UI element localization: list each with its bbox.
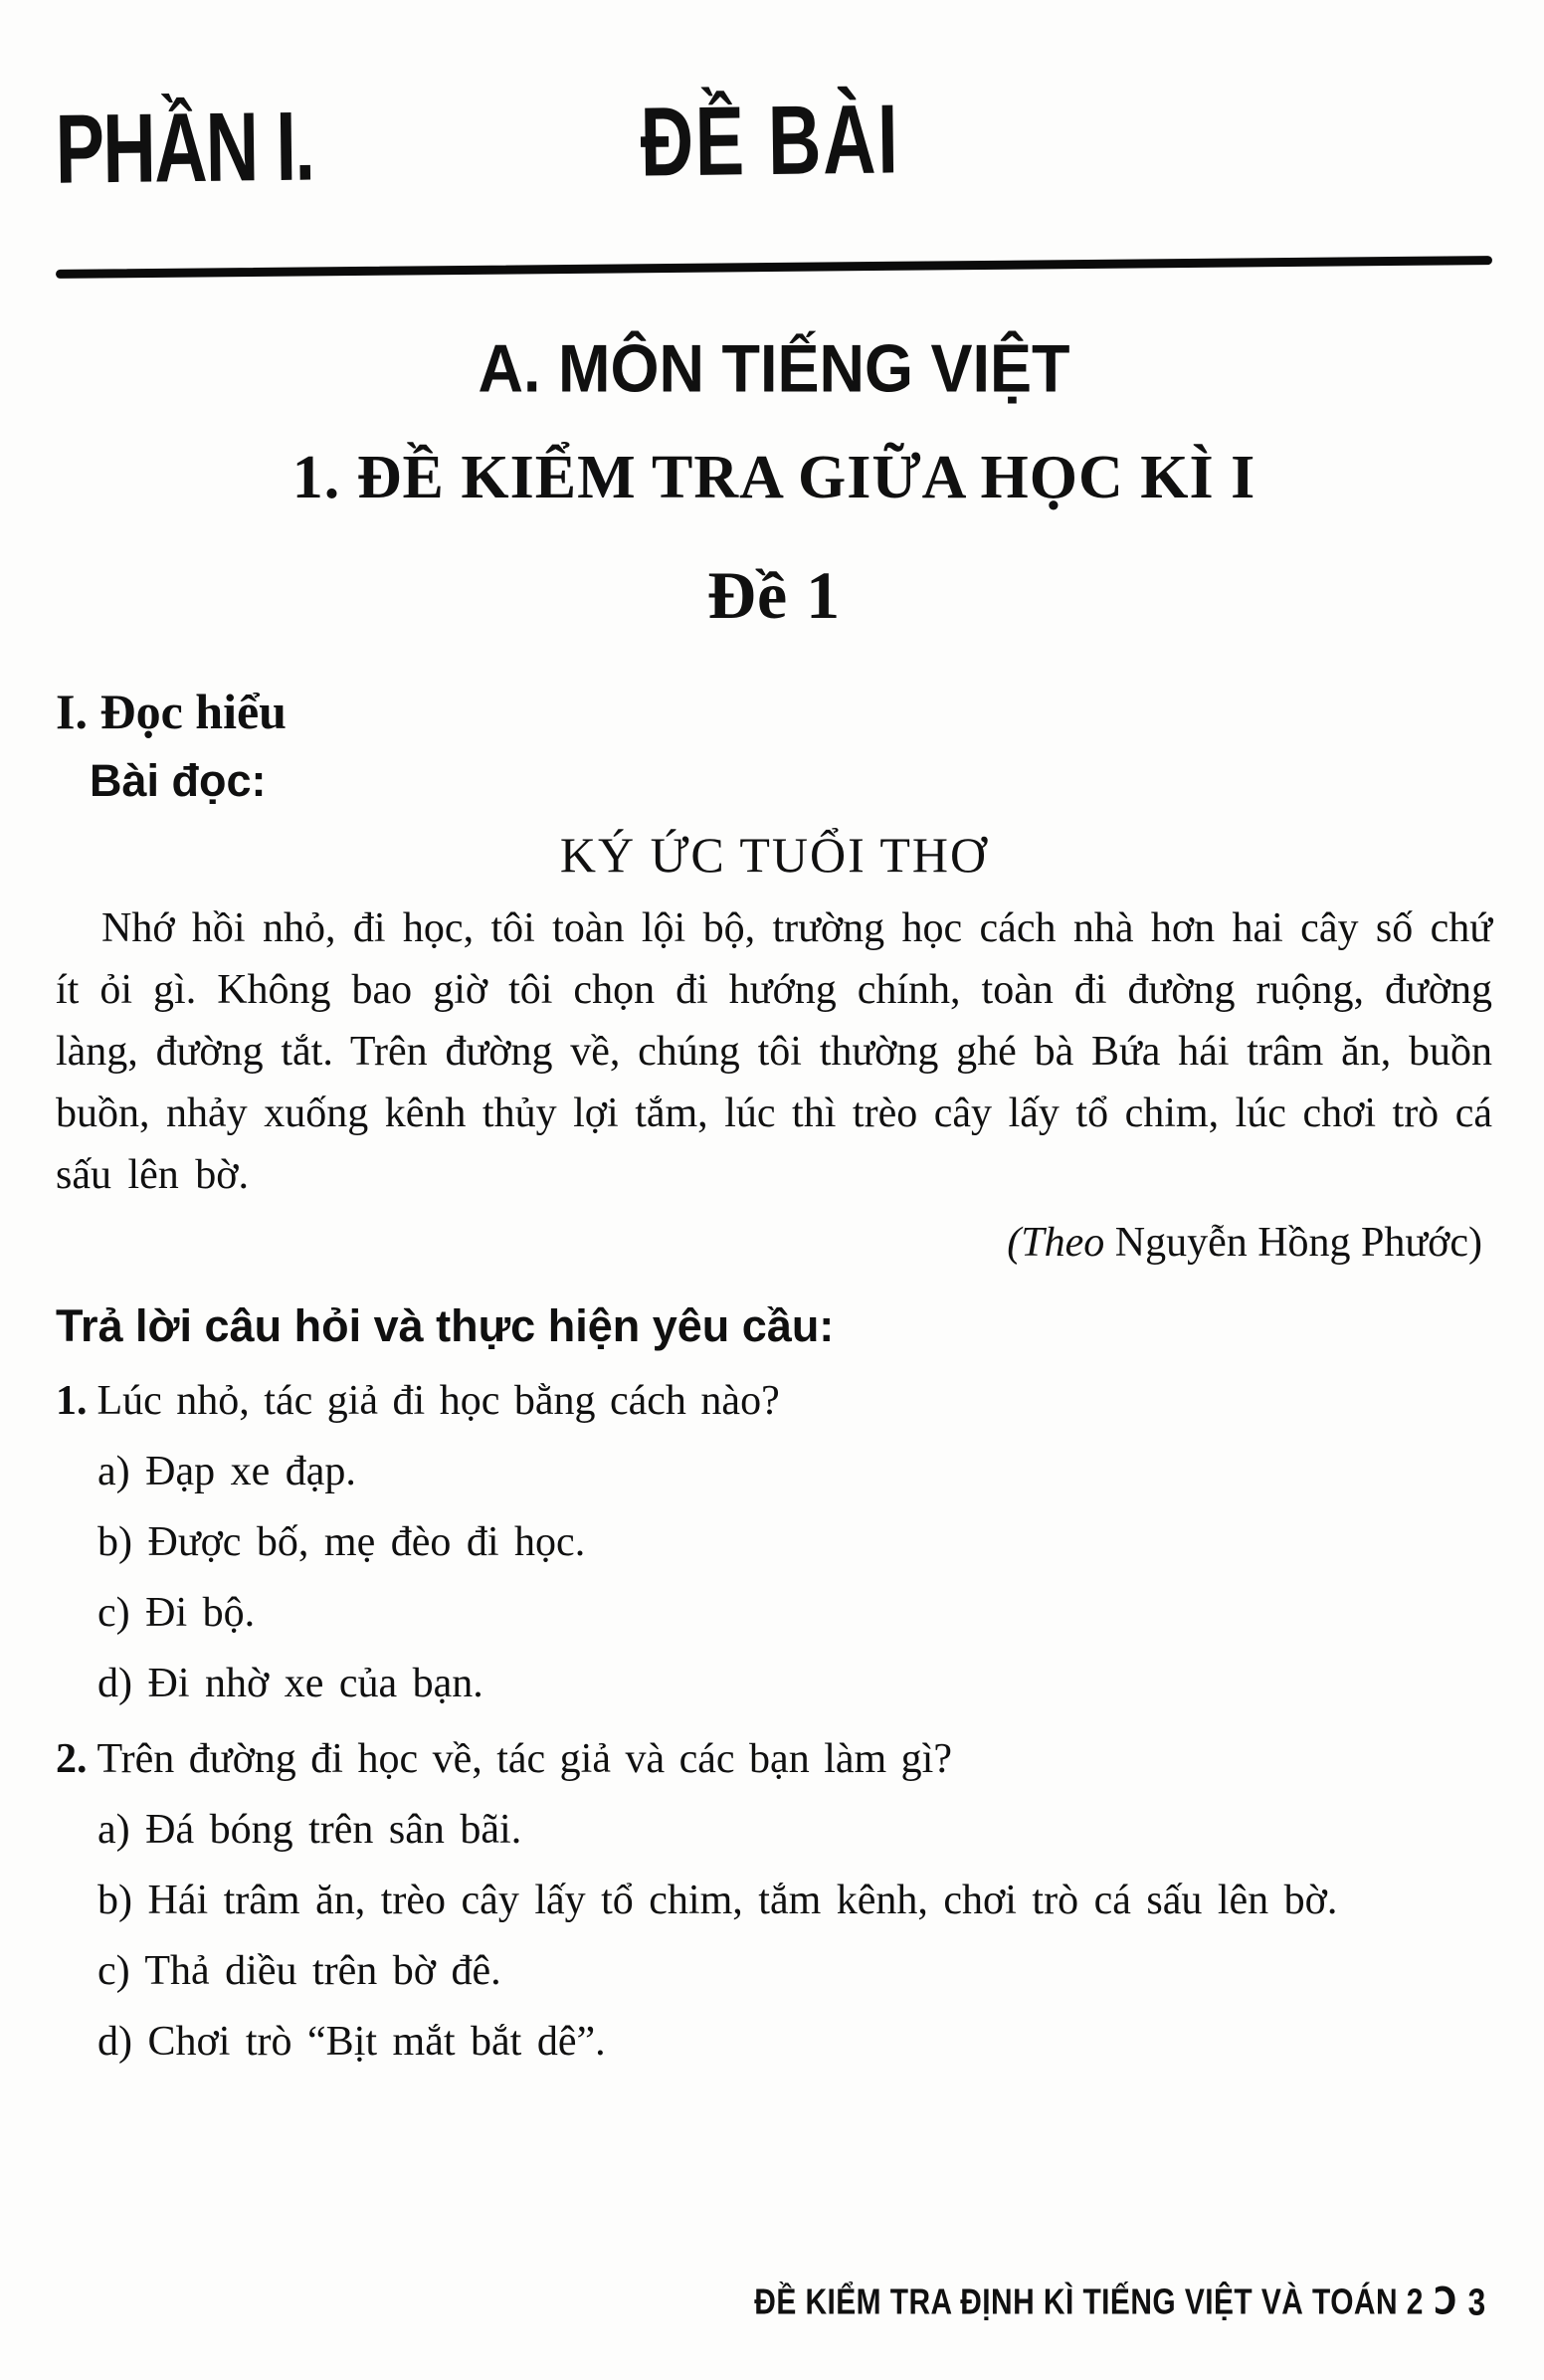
question-1-option-b: b) Được bố, mẹ đèo đi học. — [97, 1518, 586, 1565]
question-1-option-d: d) Đi nhờ xe của bạn. — [97, 1660, 483, 1706]
story-attribution — [56, 1212, 1492, 1274]
question-2-text: Trên đường đi học về, tác giả và các bạn làm gì? — [96, 1735, 952, 1782]
question-1-option-a: a) Đạp xe đạp. — [97, 1448, 356, 1494]
de-number-heading: Đề 1 — [706, 556, 842, 633]
story-paragraph: Nhớ hồi nhỏ, đi học, tôi toàn lội bộ, trường học cách nhà hơn hai cây số chứ ít ỏi gì. Không bao giờ tôi chọn đi hướng chính, toàn đi đường ruộng, đường làng, đường tắt. Trên đường về, chúng tôi thường ghé bà Bứa hái trâm ăn, buồn buồn, nhảy xuống kênh thủy lợi tắm, lúc thì trèo cây lấy tổ chim, lúc chơi trò cá sấu lên bờ. — [56, 905, 1492, 1199]
section-title: ĐỀ BÀI — [640, 83, 900, 197]
footer-page-number: 3 — [1467, 2280, 1486, 2323]
question-2-option-c: c) Thả diều trên bờ đê. — [97, 1947, 501, 1994]
header-rule — [56, 256, 1492, 279]
questions-heading: Trả lời câu hỏi và thực hiện yêu cầu: — [56, 1300, 835, 1352]
question-1-text: Lúc nhỏ, tác giả đi học bằng cách nào? — [96, 1377, 780, 1424]
story-title: KÝ ỨC TUỔI THƠ — [559, 826, 989, 883]
reading-part-heading: I. Đọc hiểu — [56, 684, 287, 740]
reading-label: Bài đọc: — [90, 755, 267, 807]
part-label: PHẦN I. — [55, 90, 314, 205]
crescent-bullet-icon: Ɔ — [1434, 2280, 1458, 2323]
attribution-author: Nguyễn Hồng Phước) — [1104, 1220, 1482, 1267]
page-header — [55, 83, 1492, 235]
question-2-option-a: a) Đá bóng trên sân bãi. — [97, 1806, 522, 1853]
exam-heading: 1. ĐỀ KIỂM TRA GIỮA HỌC KÌ I — [291, 444, 1256, 512]
question-1-number: 1. — [56, 1377, 88, 1424]
page-footer — [755, 2281, 1486, 2324]
question-2-option-b: b) Hái trâm ăn, trèo cây lấy tổ chim, tắm kênh, chơi trò cá sấu lên bờ. — [97, 1877, 1338, 1923]
question-1 — [56, 1370, 1492, 1432]
question-2 — [56, 1728, 1492, 1790]
question-2-option-d: d) Chơi trò “Bịt mắt bắt dê”. — [97, 2018, 606, 2065]
question-2-number: 2. — [56, 1735, 88, 1782]
question-1-option-c: c) Đi bộ. — [97, 1589, 256, 1636]
footer-book-title: ĐỀ KIỂM TRA ĐỊNH KÌ TIẾNG VIỆT VÀ TOÁN 2 — [754, 2281, 1425, 2322]
subject-heading: A. MÔN TIẾNG VIỆT — [478, 331, 1070, 407]
attribution-source-word: (Theo — [1007, 1220, 1105, 1267]
